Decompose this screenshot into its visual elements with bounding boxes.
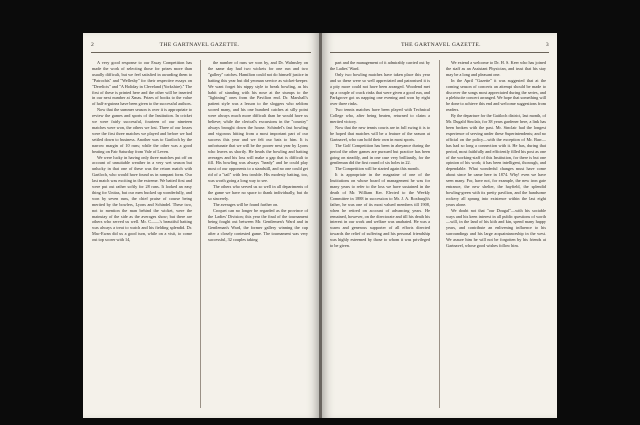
right-page-header [330,39,549,51]
right-column-2 [446,60,546,249]
paragraph: The Competition will be started again this month. [335,166,420,172]
paragraph: part and the management of it admirably carried out by the Ladies' Ward. [330,60,430,71]
paragraph: In the April "Gazette" it was suggested that at the coming season of concerts an attempt should be made to discover the songs most appreciated during the series, and a plebiscite concert arranged. We hope that something will be done to achieve this end and welcome suggestions from readers. [446,77,546,113]
paragraph: We doubt not that "our Dougal"—with his sociable ways and his keen interest in all public questions of worth—will, in the land of his kith and kin, spend many happy years, and contribute an enlivening influence to his surroundings and his large acquaintanceship in the west. We assure him he will not be forgotten by his friends at Gartnavel, whose good wishes follow him. [446,207,546,249]
left-column-1 [92,60,192,243]
left-page-number: 2 [91,42,95,48]
left-header-rule [91,52,311,53]
right-column-divider [439,60,440,408]
left-page-header [91,39,311,51]
right-running-head: THE GARTNAVEL GAZETTE. [401,42,481,48]
paragraph: The Golf Competition has been in abeyance during the period the other games are pursued but practice has been going on steadily, and in one case very brilliantly, for the gentleman did the first round of six holes in 22. [330,142,430,166]
paragraph: The averages will be found further on. [213,201,279,207]
paragraph: By the departure for the Gaitloch district, last month, of Mr. Dugald Sinclair, for 38 years gardener here, a link has been broken with the past. Mr. Sinclair had the longest experience of serving under these Superintendents; and no official on the policy—with the exception of Mr. Barr—has had so long a connection with it. He has, during that period, most faithfully and efficiently filled his post as one of the working-staff of this Institution, for there is but one opinion of his work; it has been intelligent, thorough, and dependable. What wonderful changes must have come about since he came here in 1874. Why! even we have seen many. For, have not, for example, the new iron gate entrance, the new shelter, the hayfield, the splendid bowling-green with its pretty pavilion, and the handsome rockery all sprung into existence within the last eight years alone. [446,113,546,207]
paragraph: Only two bowling matches have taken place this year and so these were so well appreciated and patronised it is a pity more could not have been arranged. Woodend met up a couple of crack rinks that were given a good run, and Parkgrove got us napping one evening and won by eight over three rinks. [330,71,430,107]
paragraph: The others who served us so well in all departments of the game we have no space to thank individually, but do so sincerely. [208,184,308,201]
paragraph: Now that the summer season is over it is appropriate to review the games and sports of the Institution. In cricket we were fairly successful, fourteen of our nineteen matches were won, the others we lost. Three of our losses were the first three matches we played and before we had settled down to business. Another was to Gartloch by the narrow margin of 10 runs; while the other was a good beating on Fair Saturday from Vale of Leven. [92,107,192,154]
left-column-divider [200,60,201,408]
paragraph: the number of runs we won by, and Dr. Walmsley on the same day had two wickets for one run and two "gallery" catches. Hamilton could not do himself justice in batting this year but did yeoman service as wicket-keeper. We want forget his nippy style to break bowling, as his habit of standing with his nose at the stumps to the "lightning" ones from the Pavilion end. Dr. Marshall's patient style was a lesson to the sloggers who seldom scored many, and his one hundred catches at silly point were always much more difficult than he would have us believe; while the clerical's excursions in the "country" always brought down the house. Schindel's fast bowling and vigorous hitting from a most important part of our success this year and we felt our bats to him. It is unfortunate that we will be the poorer next year by Lyons who leaves us shortly. He heads the bowling and batting averages and his loss will make a gap that is difficult to fill. His bowling was always "heady" and he could play most of our opponents to a standstill, and no one could get rid of a "tail" with less trouble. His modesty batting, too, was worth going a long way to see. [208,60,308,184]
right-page-number: 3 [545,42,549,48]
paragraph: We extend a welcome to Dr. H. S. Keer who has joined the staff as an Assistant Physician, and trust that his stay may be a long and pleasant one. [446,60,546,77]
paragraph: A very good response to our Essay Competition has made the work of selecting those for prizes more than usually difficult, but we feel satisfied in awarding them to "Patrochis" and "Wellesby" for their respective essays on "Derelicts" and "A Holiday in Cleveland (Yorkshire)." The first of these is printed here and the other will be inserted in our next number at Xmas. Prizes of books to the value of half-a-guinea have been given to the successful authors. [92,60,192,107]
left-running-head: THE GARTNAVEL GAZETTE. [159,42,240,48]
right-column-1 [330,60,430,249]
left-column-2 [208,60,308,243]
paragraph: Croquet can no longer be regarded as the province of the Ladies' Division; this year the final of the tournament being fought out between Mr. Gentlemen's Ward and in Gentleman's Ward, the former gallery winning the cup after a closely contested game. The tournament was very successful, 32 couples taking [208,207,308,243]
paragraph: It is appropriate in the magazine of one of the Institutions on whose board of management he was for many years to refer to the loss we have sustained in the death of Mr. William Ker. Elected to the Weekly Committee in 1888 in succession to Mr. J. A. Roxburgh's father, he was one of its most valued members till 1908, when he retired on account of advancing years. He remained, however, on the directorate and till his death his interest in our work and welfare was unabated. He was a warm and generous supporter of all efforts directed towards the relief of suffering and his personal friendship was highly esteemed by those to whom it was privileged to be given. [330,172,430,249]
paragraph: Now that the new tennis courts are in full swing it is to be hoped that matches will be a feature of the season at Gartnavel, who can hold their own in most sports. [330,124,430,142]
right-page [322,33,557,418]
paragraph: We were lucky in having only three matches put off on account of unsuitable weather in a very wet season but unlucky in that one of these was the return match with Gartloch, who would have found us in rampant form. Our last match was exciting in the extreme. We batted first and were put out rather softly for 28 runs. It looked an easy thing for Unitas, but our men bucked up wonderfully, and won by seven runs, the chief praise of course being merited by the bowlers, Lyons and Schindel. These two, not to mention the man behind the wicket, were the mainstay of the side as the averages show; but there are others who served us well. Mr. C——'s beautiful batting was always a treat to watch and his fielding splendid. Dr. Mac-Ewan did us a good turn, while on a visit, to come out top scorer with 14, [92,154,192,243]
right-header-rule [330,52,549,53]
paragraph: Two tennis matches have been played with Technical College who, after being beaten, returned to claim a merited victory. [330,107,430,125]
left-page [83,33,319,418]
